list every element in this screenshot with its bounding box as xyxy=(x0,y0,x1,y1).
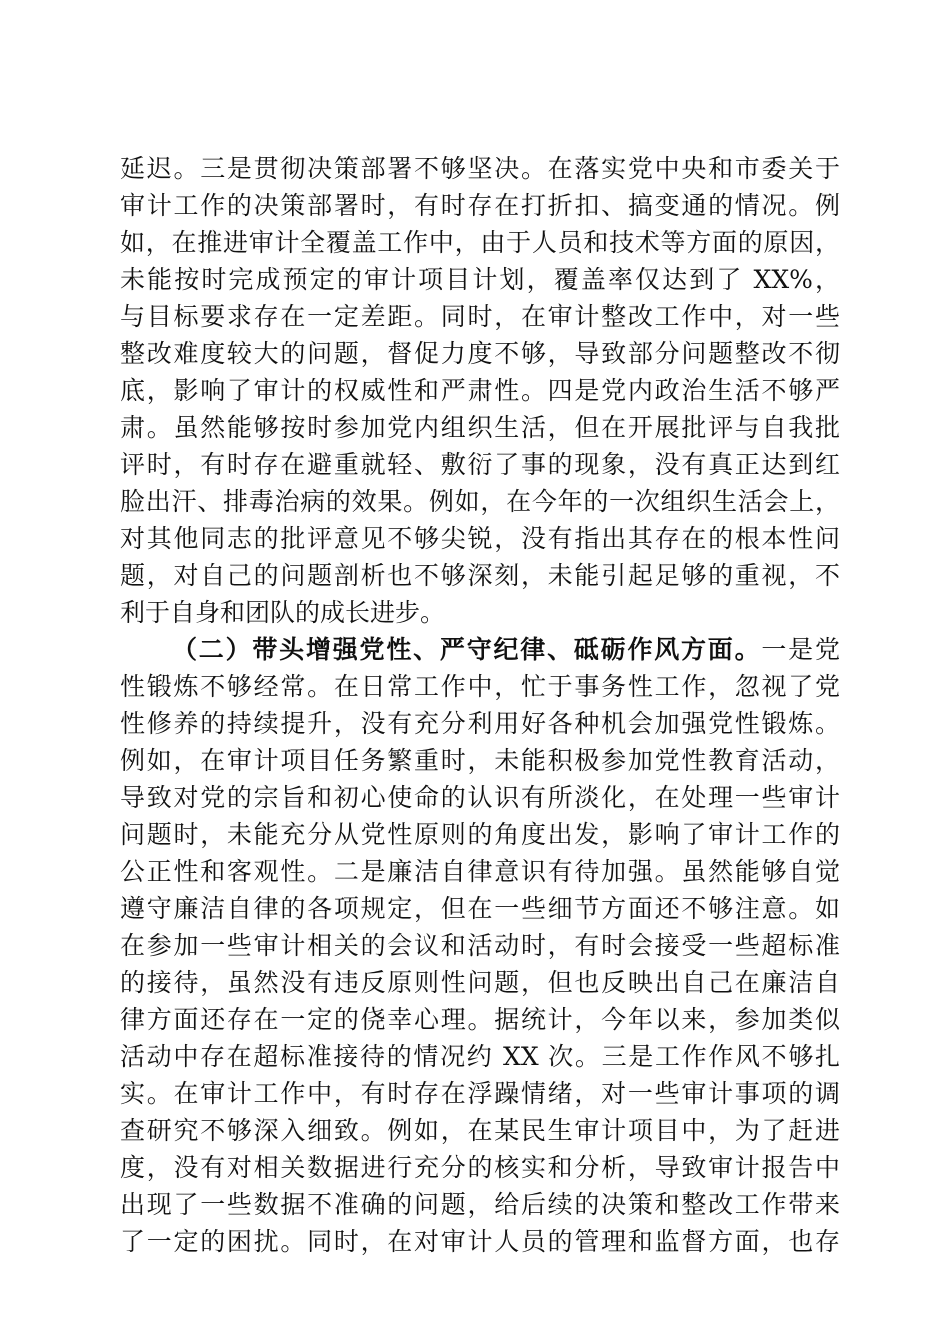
text-line: 肃。虽然能够按时参加党内组织生活，但在开展批评与自我批 xyxy=(120,413,840,442)
text-line: 活动中存在超标准接待的情况约 XX 次。三是工作作风不够扎 xyxy=(120,1042,840,1071)
text-line: 度，没有对相关数据进行充分的核实和分析，导致审计报告中 xyxy=(120,1153,840,1182)
section-heading: （二）带头增强党性、严守纪律、砥砺作风方面。 xyxy=(172,635,762,664)
section-heading-line xyxy=(120,631,840,668)
text-line: 的接待，虽然没有违反原则性问题，但也反映出自己在廉洁自 xyxy=(120,968,840,997)
text-line: 实。在审计工作中，有时存在浮躁情绪，对一些审计事项的调 xyxy=(120,1079,840,1108)
body-text xyxy=(120,150,840,1260)
text-line: 了一定的困扰。同时，在对审计人员的管理和监督方面，也存 xyxy=(120,1227,840,1256)
text-line: 公正性和客观性。二是廉洁自律意识有待加强。虽然能够自觉 xyxy=(120,857,840,886)
text-line: 延迟。三是贯彻决策部署不够坚决。在落实党中央和市委关于 xyxy=(120,154,840,183)
text-line: 审计工作的决策部署时，有时存在打折扣、搞变通的情况。例 xyxy=(120,191,840,220)
text-line: 与目标要求存在一定差距。同时，在审计整改工作中，对一些 xyxy=(120,302,840,331)
section-heading-continuation: 一是党 xyxy=(761,635,840,664)
text-line: 整改难度较大的问题，督促力度不够，导致部分问题整改不彻 xyxy=(120,339,840,368)
text-line: 底，影响了审计的权威性和严肃性。四是党内政治生活不够严 xyxy=(120,376,840,405)
text-line: 评时，有时存在避重就轻、敷衍了事的现象，没有真正达到红 xyxy=(120,450,840,479)
text-line: 在参加一些审计相关的会议和活动时，有时会接受一些超标准 xyxy=(120,931,840,960)
text-line: 如，在推进审计全覆盖工作中，由于人员和技术等方面的原因， xyxy=(120,228,840,257)
text-line: 题，对自己的问题剖析也不够深刻，未能引起足够的重视，不 xyxy=(120,561,840,590)
text-line: 脸出汗、排毒治病的效果。例如，在今年的一次组织生活会上， xyxy=(120,487,840,516)
text-line: 律方面还存在一定的侥幸心理。据统计，今年以来，参加类似 xyxy=(120,1005,840,1034)
text-line: 对其他同志的批评意见不够尖锐，没有指出其存在的根本性问 xyxy=(120,524,840,553)
text-line: 问题时，未能充分从党性原则的角度出发，影响了审计工作的 xyxy=(120,820,840,849)
text-line: 性修养的持续提升，没有充分利用好各种机会加强党性锻炼。 xyxy=(120,709,840,738)
text-line: 导致对党的宗旨和初心使命的认识有所淡化，在处理一些审计 xyxy=(120,783,840,812)
text-line: 未能按时完成预定的审计项目计划，覆盖率仅达到了 XX%， xyxy=(120,265,840,294)
text-line: 例如，在审计项目任务繁重时，未能积极参加党性教育活动， xyxy=(120,746,840,775)
text-line: 查研究不够深入细致。例如，在某民生审计项目中，为了赶进 xyxy=(120,1116,840,1145)
text-line: 出现了一些数据不准确的问题，给后续的决策和整改工作带来 xyxy=(120,1190,840,1219)
text-line: 遵守廉洁自律的各项规定，但在一些细节方面还不够注意。如 xyxy=(120,894,840,923)
text-line: 性锻炼不够经常。在日常工作中，忙于事务性工作，忽视了党 xyxy=(120,672,840,701)
text-line: 利于自身和团队的成长进步。 xyxy=(120,598,446,627)
